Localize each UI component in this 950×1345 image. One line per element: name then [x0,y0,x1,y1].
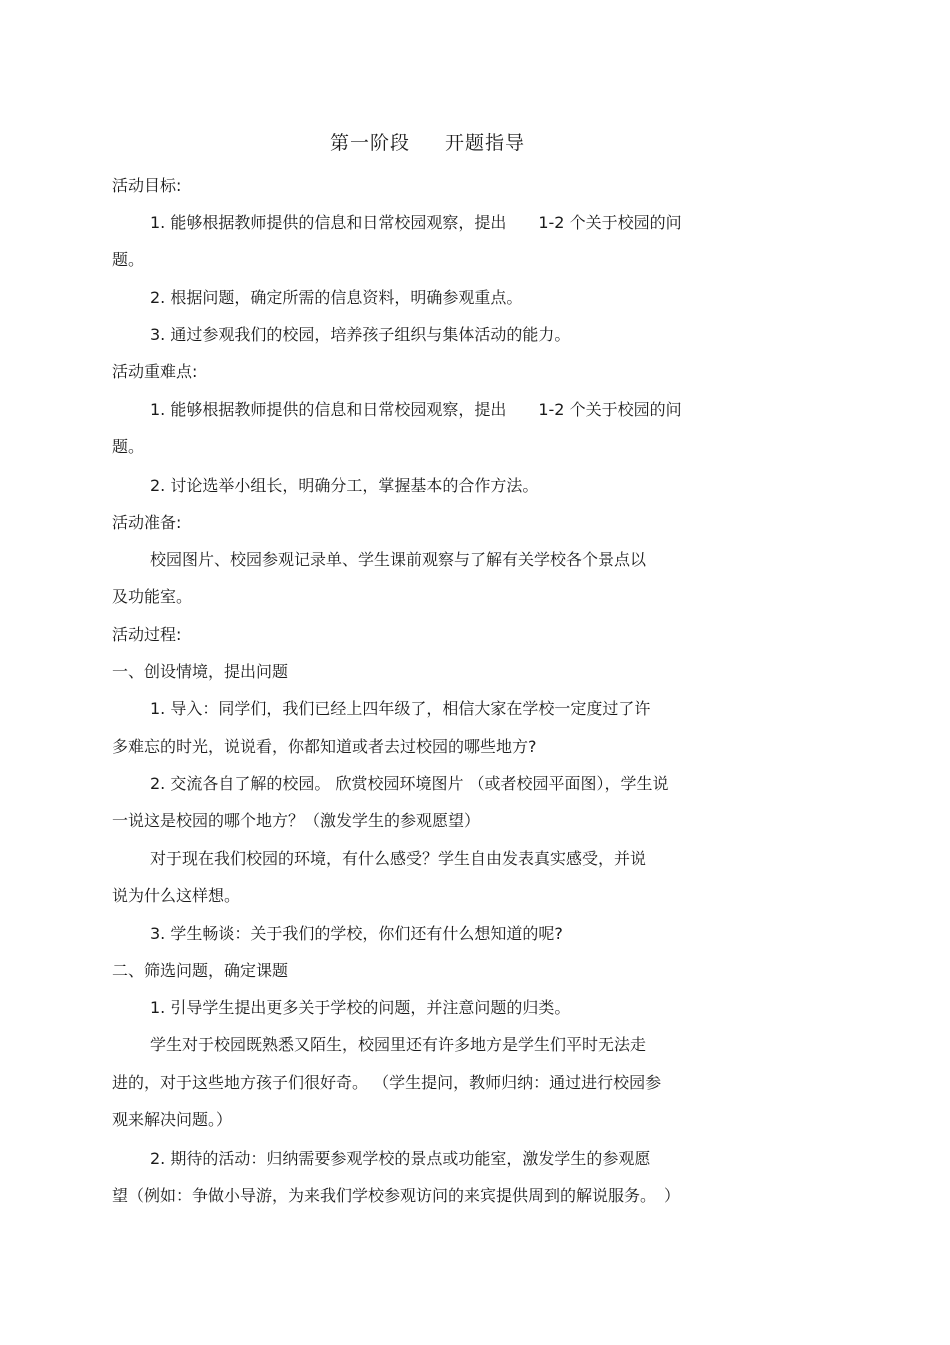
paragraph-line: 进的，对于这些地方孩子们很好奇。 （学生提问，教师归纳：通过进行校园参 [112,1073,662,1092]
paragraph-line: 2. 期待的活动：归纳需要参观学校的景点或功能室，激发学生的参观愿 [150,1149,651,1168]
subsection-heading-1: 一、创设情境，提出问题 [112,662,289,681]
paragraph-line: 校园图片、校园参观记录单、学生课前观察与了解有关学校各个景点以 [150,550,647,569]
paragraph-line: 多难忘的时光，说说看，你都知道或者去过校园的哪些地方? [112,737,537,756]
title-part-1: 第一阶段 [329,132,410,154]
paragraph-line: 对于现在我们校园的环境，有什么感受？学生自由发表真实感受，并说 [150,849,647,868]
section-heading-key-points: 活动重难点: [112,362,198,381]
page-title [0,128,855,155]
paragraph-line: 2. 根据问题，确定所需的信息资料，明确参观重点。 [150,288,523,307]
paragraph-line: 2. 讨论选举小组长，明确分工，掌握基本的合作方法。 [150,476,539,495]
paragraph-line: 1. 导入：同学们，我们已经上四年级了，相信大家在学校一定度过了许 [150,699,651,718]
paragraph-line: 1. 能够根据教师提供的信息和日常校园观察，提出 1-2 个关于校园的问 [150,213,682,232]
subsection-heading-2: 二、筛选问题，确定课题 [112,961,289,980]
paragraph-line: 一说这是校园的哪个地方？（激发学生的参观愿望） [112,811,481,830]
paragraph-line: 观来解决问题。） [112,1110,233,1129]
paragraph-line: 3. 学生畅谈：关于我们的学校，你们还有什么想知道的呢? [150,924,563,943]
paragraph-line: 1. 能够根据教师提供的信息和日常校园观察，提出 1-2 个关于校园的问 [150,400,682,419]
paragraph-line: 学生对于校园既熟悉又陌生，校园里还有许多地方是学生们平时无法走 [150,1035,647,1054]
section-heading-goals: 活动目标: [112,176,182,195]
paragraph-line: 3. 通过参观我们的校园，培养孩子组织与集体活动的能力。 [150,325,571,344]
paragraph-line: 说为什么这样想。 [112,886,241,905]
paragraph-line: 望（例如：争做小导游，为来我们学校参观访问的来宾提供周到的解说服务。 ） [112,1186,681,1205]
section-heading-preparation: 活动准备: [112,513,182,532]
paragraph-line: 及功能室。 [112,587,193,606]
paragraph-line: 2. 交流各自了解的校园。 欣赏校园环境图片 （或者校园平面图），学生说 [150,774,669,793]
paragraph-line: 1. 引导学生提出更多关于学校的问题，并注意问题的归类。 [150,998,571,1017]
paragraph-line: 题。 [112,437,145,456]
title-part-2: 开题指导 [445,132,526,154]
section-heading-process: 活动过程: [112,625,182,644]
paragraph-line: 题。 [112,250,145,269]
